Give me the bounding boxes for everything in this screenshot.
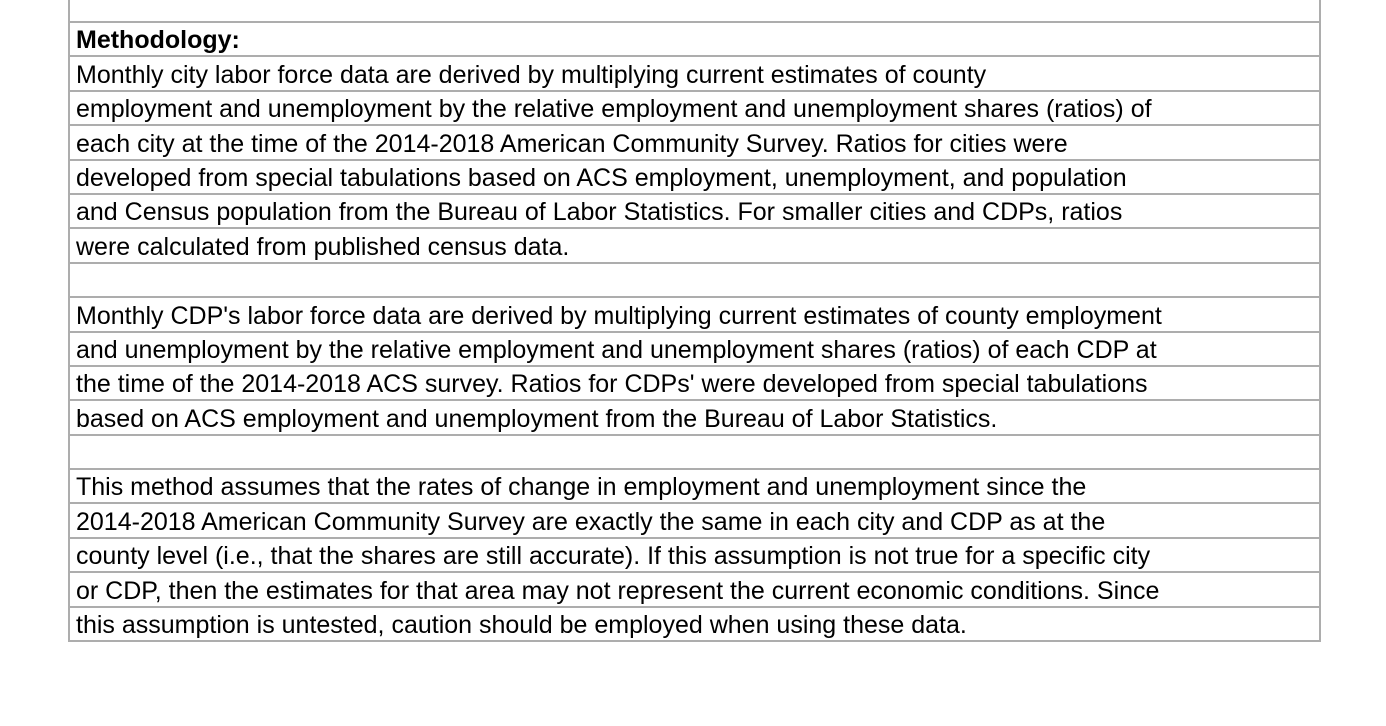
- sheet-cell-text[interactable]: Monthly city labor force data are derived by multiplying current estimates of county: [70, 57, 1319, 91]
- sheet-cell-text[interactable]: based on ACS employment and unemployment from the Bureau of Labor Statistics.: [70, 401, 1319, 435]
- sheet-cell-text[interactable]: each city at the time of the 2014-2018 American Community Survey. Ratios for cities were: [70, 126, 1319, 160]
- sheet-cell-text[interactable]: and Census population from the Bureau of Labor Statistics. For smaller cities and CDPs, ratios: [70, 195, 1319, 229]
- spreadsheet-grid: [68, 0, 1321, 642]
- sheet-cell-empty[interactable]: [70, 436, 1319, 470]
- methodology-header-cell[interactable]: Methodology:: [70, 23, 1319, 57]
- sheet-cell-text[interactable]: employment and unemployment by the relative employment and unemployment shares (ratios) of: [70, 92, 1319, 126]
- sheet-cell-empty[interactable]: [70, 264, 1319, 298]
- sheet-cell-empty[interactable]: [70, 0, 1319, 23]
- sheet-cell-text[interactable]: Monthly CDP's labor force data are derived by multiplying current estimates of county employment: [70, 298, 1319, 332]
- sheet-cell-text[interactable]: 2014-2018 American Community Survey are exactly the same in each city and CDP as at the: [70, 504, 1319, 538]
- sheet-cell-text[interactable]: and unemployment by the relative employment and unemployment shares (ratios) of each CDP at: [70, 333, 1319, 367]
- sheet-cell-text[interactable]: county level (i.e., that the shares are still accurate). If this assumption is not true for a specific city: [70, 539, 1319, 573]
- sheet-cell-text[interactable]: the time of the 2014-2018 ACS survey. Ratios for CDPs' were developed from special tabulations: [70, 367, 1319, 401]
- sheet-cell-text[interactable]: This method assumes that the rates of change in employment and unemployment since the: [70, 470, 1319, 504]
- sheet-cell-text[interactable]: were calculated from published census data.: [70, 229, 1319, 263]
- sheet-cell-text[interactable]: this assumption is untested, caution should be employed when using these data.: [70, 608, 1319, 642]
- sheet-cell-text[interactable]: or CDP, then the estimates for that area may not represent the current economic conditions. Since: [70, 573, 1319, 607]
- sheet-cell-text[interactable]: developed from special tabulations based on ACS employment, unemployment, and population: [70, 161, 1319, 195]
